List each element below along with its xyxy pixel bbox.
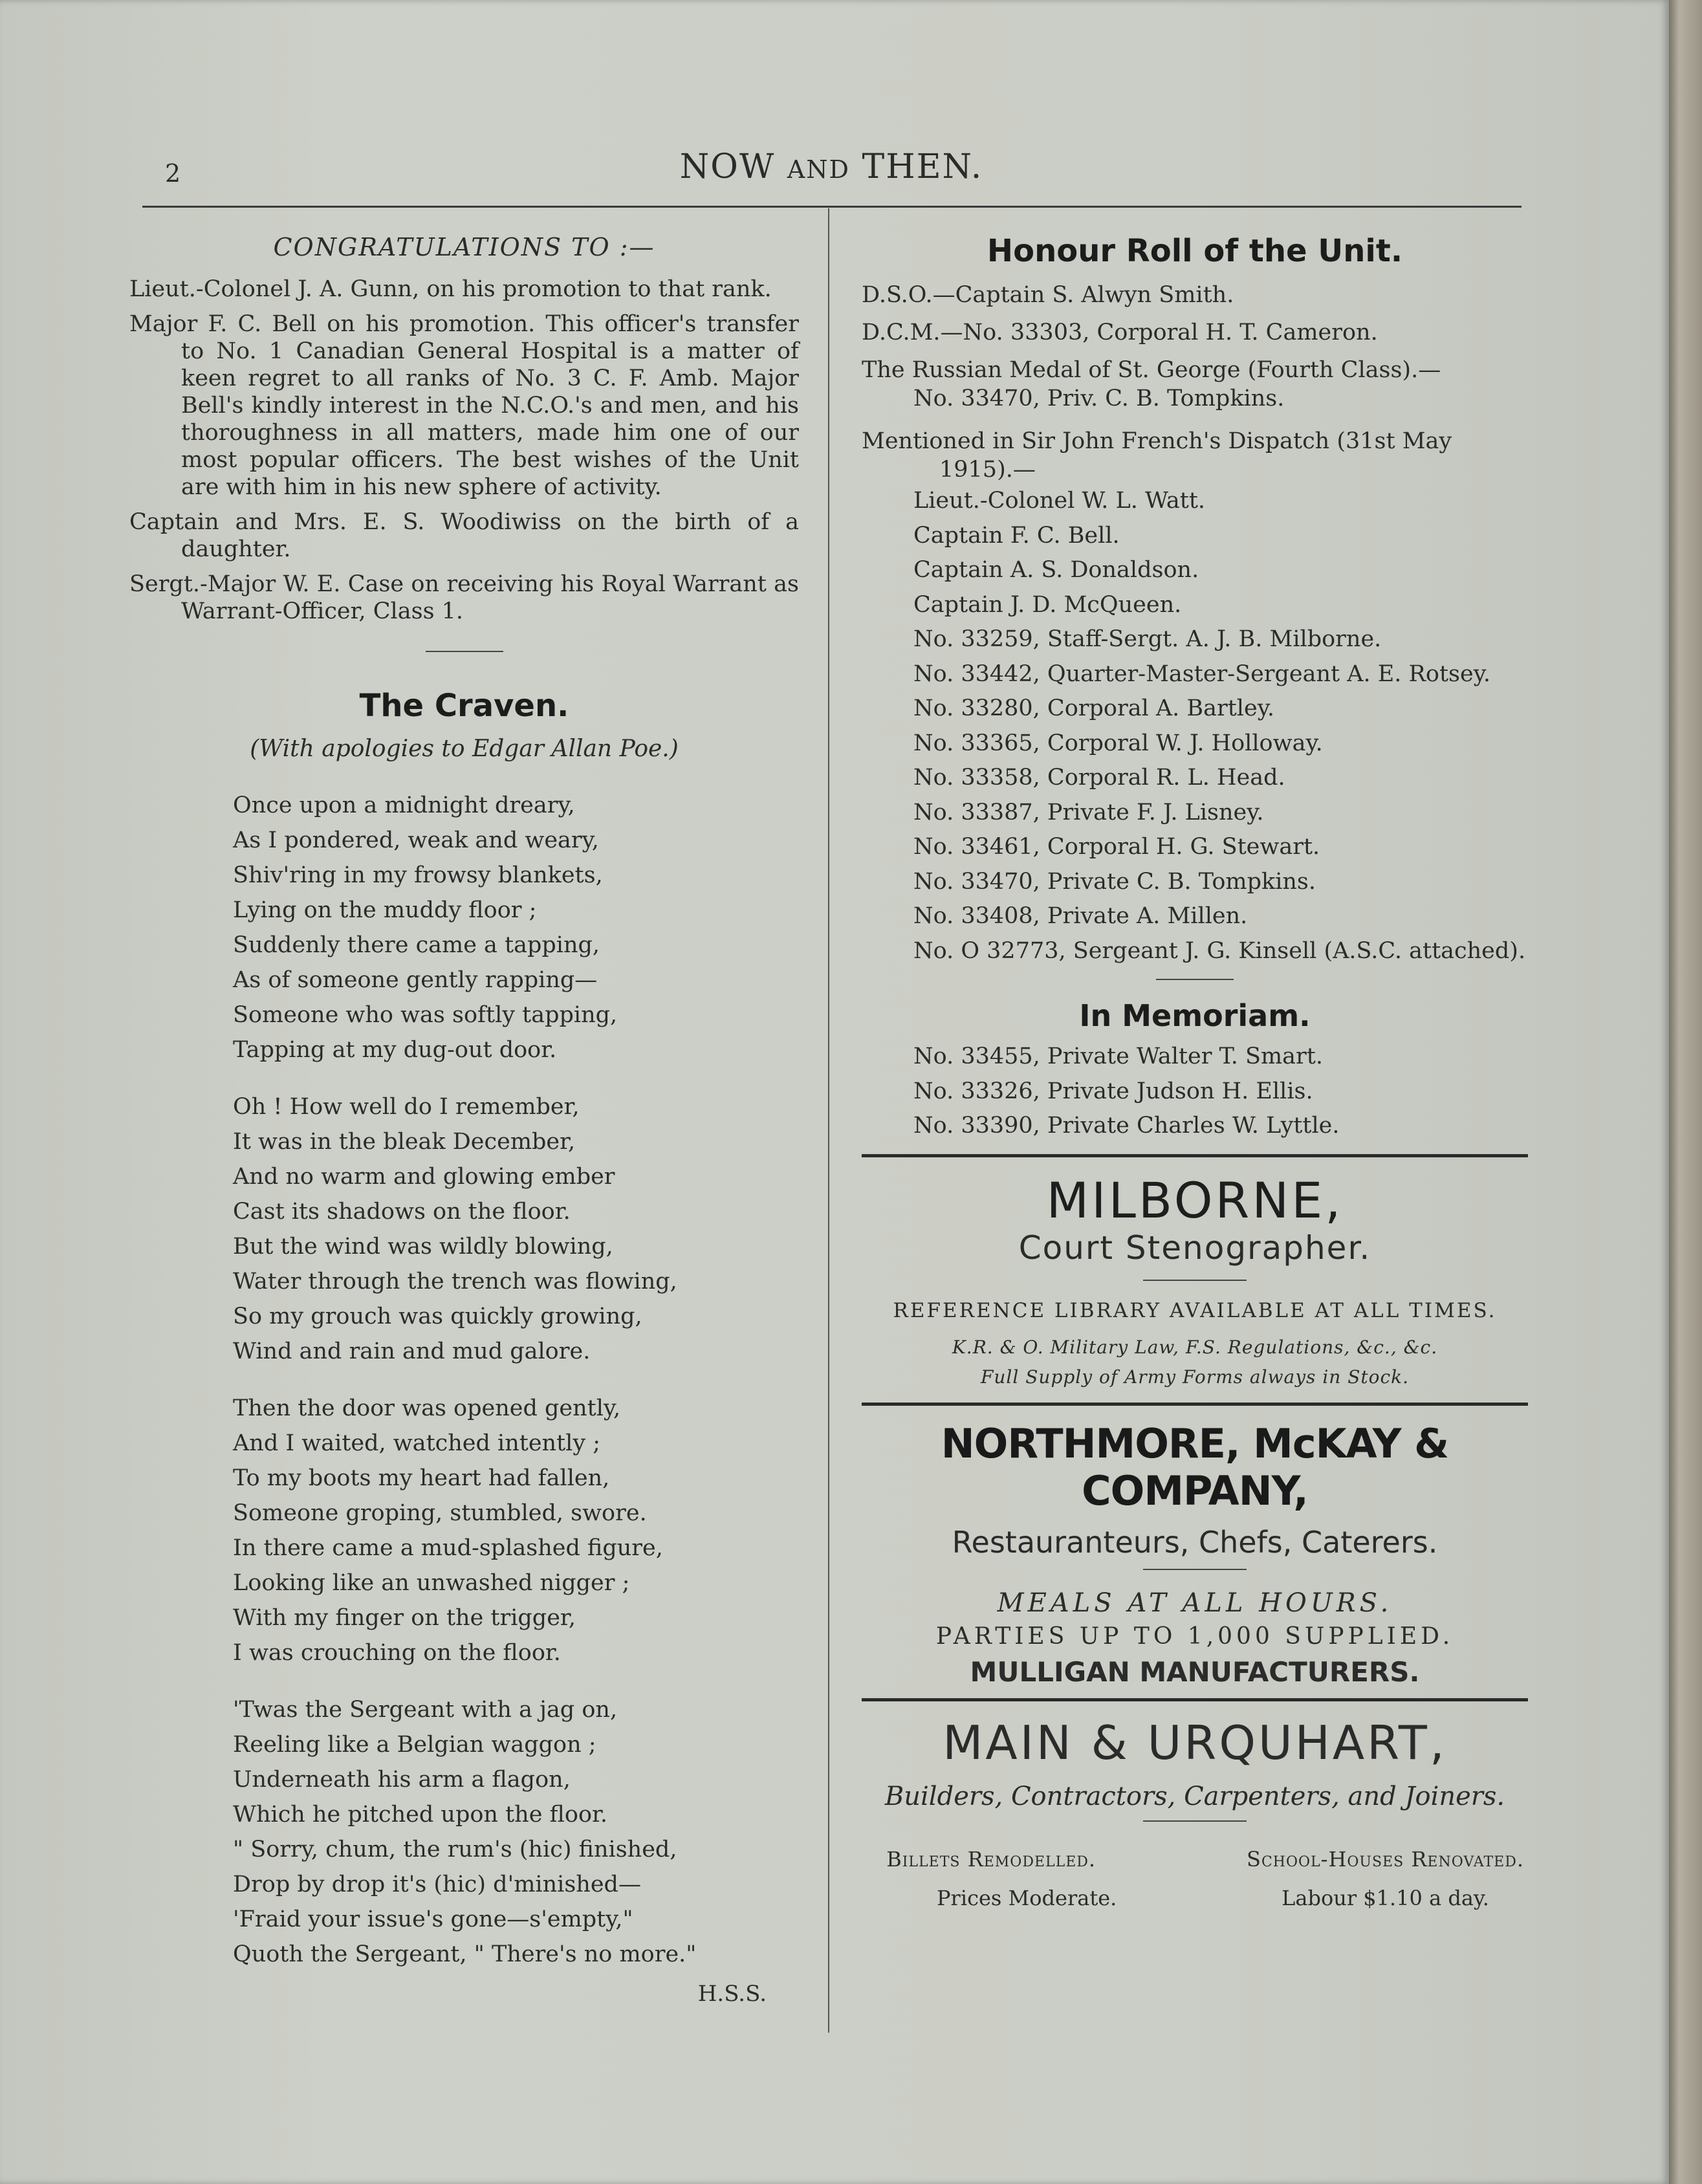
poem-line: " Sorry, chum, the rum's (hic) finished, [233,1837,677,1862]
poem-subtitle: (With apologies to Edgar Allan Poe.) [250,736,679,762]
poem-line: And no warm and glowing ember [233,1164,615,1190]
poem-stanza [129,788,799,1067]
poem-line: To my boots my heart had fallen, [233,1465,610,1491]
honour-roll-title: Honour Roll of the Unit. [987,233,1403,269]
poem-line: I was crouching on the floor. [233,1640,561,1666]
poem-line: Lying on the muddy floor ; [233,897,537,923]
advert-milborne-subtitle: Court Stenographer. [1018,1228,1371,1267]
mentioned-entry: No. 33470, Private C. B. Tompkins. [913,868,1316,895]
poem-line: With my finger on the trigger, [233,1605,576,1631]
advert-main-subtitle: Builders, Contractors, Carpenters, and Joiners. [884,1781,1505,1811]
column-divider [828,208,829,2033]
honour-dso: D.S.O.—Captain S. Alwyn Smith. [862,282,1234,308]
advert-northmore-line: MULLIGAN MANUFACTURERS. [970,1655,1420,1688]
congratulations-heading: CONGRATULATIONS TO :— [273,233,655,261]
advert-main-line: Prices Moderate. [937,1885,1117,1910]
poem-line: Cast its shadows on the floor. [233,1199,571,1225]
ad-rule [862,1698,1528,1701]
ad-rule [862,1403,1528,1406]
mentioned-entry: Captain J. D. McQueen. [913,591,1182,618]
poem-line: Wind and rain and mud galore. [233,1338,591,1364]
honour-dcm: D.C.M.—No. 33303, Corporal H. T. Cameron. [862,320,1378,345]
poem-line: Suddenly there came a tapping, [233,932,600,958]
advert-divider [1143,1280,1247,1281]
poem-stanza [129,1391,799,1670]
poem-line: As I pondered, weak and weary, [233,827,599,853]
memoriam-entry: No. 33455, Private Walter T. Smart. [913,1043,1323,1069]
memoriam-entry: No. 33390, Private Charles W. Lyttle. [913,1113,1340,1139]
page-number: 2 [165,159,181,188]
mentioned-entry: No. 33461, Corporal H. G. Stewart. [913,834,1320,860]
mentioned-entry: No. 33259, Staff-Sergt. A. J. B. Milborne. [913,626,1382,652]
right-column [862,233,1528,1917]
mentioned-entry: No. 33442, Quarter-Master-Sergeant A. E. Rotsey. [913,661,1490,687]
advert-northmore-line: PARTIES UP TO 1,000 SUPPLIED. [935,1622,1454,1650]
ad-rule [862,1154,1528,1157]
poem-line: Looking like an unwashed nigger ; [233,1570,630,1596]
advert-divider [1143,1820,1247,1822]
advert-main-line: Labour $1.10 a day. [1282,1885,1489,1910]
advert-northmore-line: MEALS AT ALL HOURS. [997,1588,1393,1618]
advert-divider [1143,1569,1247,1570]
poem-line: Water through the trench was flowing, [233,1269,677,1294]
mentioned-entry: No. 33408, Private A. Millen. [913,903,1248,929]
mentioned-entry: No. 33387, Private F. J. Lisney. [913,799,1264,825]
poem-line: And I waited, watched intently ; [233,1430,601,1456]
advert-main-details [862,1840,1528,1917]
poem-signature: H.S.S. [697,1981,767,2007]
publication-title: NOW AND THEN. [679,147,983,186]
poem-line: Shiv'ring in my frowsy blankets, [233,862,603,888]
poem-line: Reeling like a Belgian waggon ; [233,1732,596,1758]
memoriam-title: In Memoriam. [1079,998,1311,1033]
poem-line: Once upon a midnight dreary, [233,792,575,818]
advert-northmore-subtitle: Restauranteurs, Chefs, Caterers. [952,1524,1438,1560]
mentioned-entry: Captain A. S. Donaldson. [913,557,1199,583]
poem-title: The Craven. [359,688,569,724]
poem-line: Drop by drop it's (hic) d'minished— [233,1872,641,1897]
memoriam-entry: No. 33326, Private Judson H. Ellis. [913,1078,1313,1104]
congratulations-item: Captain and Mrs. E. S. Woodiwiss on the birth of a daughter. [129,509,799,562]
advert-milborne [862,1172,1528,1392]
congratulations-item: Lieut.-Colonel J. A. Gunn, on his promotion to that rank. [129,276,772,302]
poem-line: Someone who was softly tapping, [233,1002,618,1028]
mentioned-entry: Lieut.-Colonel W. L. Watt. [913,488,1206,514]
advert-milborne-line: Full Supply of Army Forms always in Stock. [980,1366,1410,1388]
advert-northmore-name: NORTHMORE, McKAY & COMPANY, [941,1419,1449,1514]
section-divider [1156,979,1234,980]
poem-line: Tapping at my dug-out door. [233,1037,557,1063]
poem-line: So my grouch was quickly growing, [233,1304,642,1329]
advert-northmore [862,1420,1528,1688]
mentioned-entry: Captain F. C. Bell. [913,522,1120,549]
advert-milborne-name: MILBORNE, [1046,1171,1344,1229]
honour-mentioned: Mentioned in Sir John French's Dispatch (31st May 1915).— [862,428,1452,483]
advert-main-urquhart [862,1716,1528,1917]
advert-main-line: Billets Remodelled. [886,1846,1096,1872]
advert-main-line: School-Houses Renovated. [1247,1846,1524,1872]
mentioned-list [862,484,1528,968]
advert-milborne-line: REFERENCE LIBRARY AVAILABLE AT ALL TIMES. [893,1298,1497,1322]
advert-main-name: MAIN & URQUHART, [943,1715,1447,1770]
poem-line: It was in the bleak December, [233,1129,576,1155]
advert-milborne-line: K.R. & O. Military Law, F.S. Regulations, &c., &c. [952,1336,1438,1358]
poem-line: Then the door was opened gently, [233,1395,621,1421]
poem-stanza [129,1692,799,1972]
poem-line: But the wind was wildly blowing, [233,1234,613,1260]
mentioned-entry: No. O 32773, Sergeant J. G. Kinsell (A.S.C. attached). [913,937,1526,964]
header-rule [142,206,1522,208]
section-divider [426,651,503,652]
poem-line: In there came a mud-splashed figure, [233,1535,663,1561]
poem-stanza [129,1089,799,1369]
poem-line: Quoth the Sergeant, " There's no more." [233,1941,697,1967]
poem-line: 'Fraid your issue's gone—s'empty," [233,1906,633,1932]
congratulations-item: Major F. C. Bell on his promotion. This officer's transfer to No. 1 Canadian General Hospital is a matter of keen regret to all ranks of No. 3 C. F. Amb. Major Bell's kindly interest in the N.C.O.'s and men, and his thoroughness in all matters, made him one of our most popular officers. The best wishes of the Unit are with him in his new sphere of activity. [129,311,799,500]
mentioned-entry: No. 33280, Corporal A. Bartley. [913,695,1274,721]
running-header [142,147,1520,193]
poem-line: 'Twas the Sergeant with a jag on, [233,1697,618,1723]
honour-russian-medal: The Russian Medal of St. George (Fourth Class).— No. 33470, Priv. C. B. Tompkins. [862,357,1441,411]
left-column [129,233,799,2007]
poem-line: As of someone gently rapping— [233,967,598,993]
poem-line: Which he pitched upon the floor. [233,1802,608,1828]
poem-line: Oh ! How well do I remember, [233,1094,580,1120]
mentioned-entry: No. 33365, Corporal W. J. Holloway. [913,730,1323,756]
mentioned-entry: No. 33358, Corporal R. L. Head. [913,765,1285,791]
page-edge [1669,0,1702,2184]
congratulations-item: Sergt.-Major W. E. Case on receiving his Royal Warrant as Warrant-Officer, Class 1. [129,571,799,624]
poem-line: Someone groping, stumbled, swore. [233,1500,647,1526]
poem-line: Underneath his arm a flagon, [233,1767,571,1793]
